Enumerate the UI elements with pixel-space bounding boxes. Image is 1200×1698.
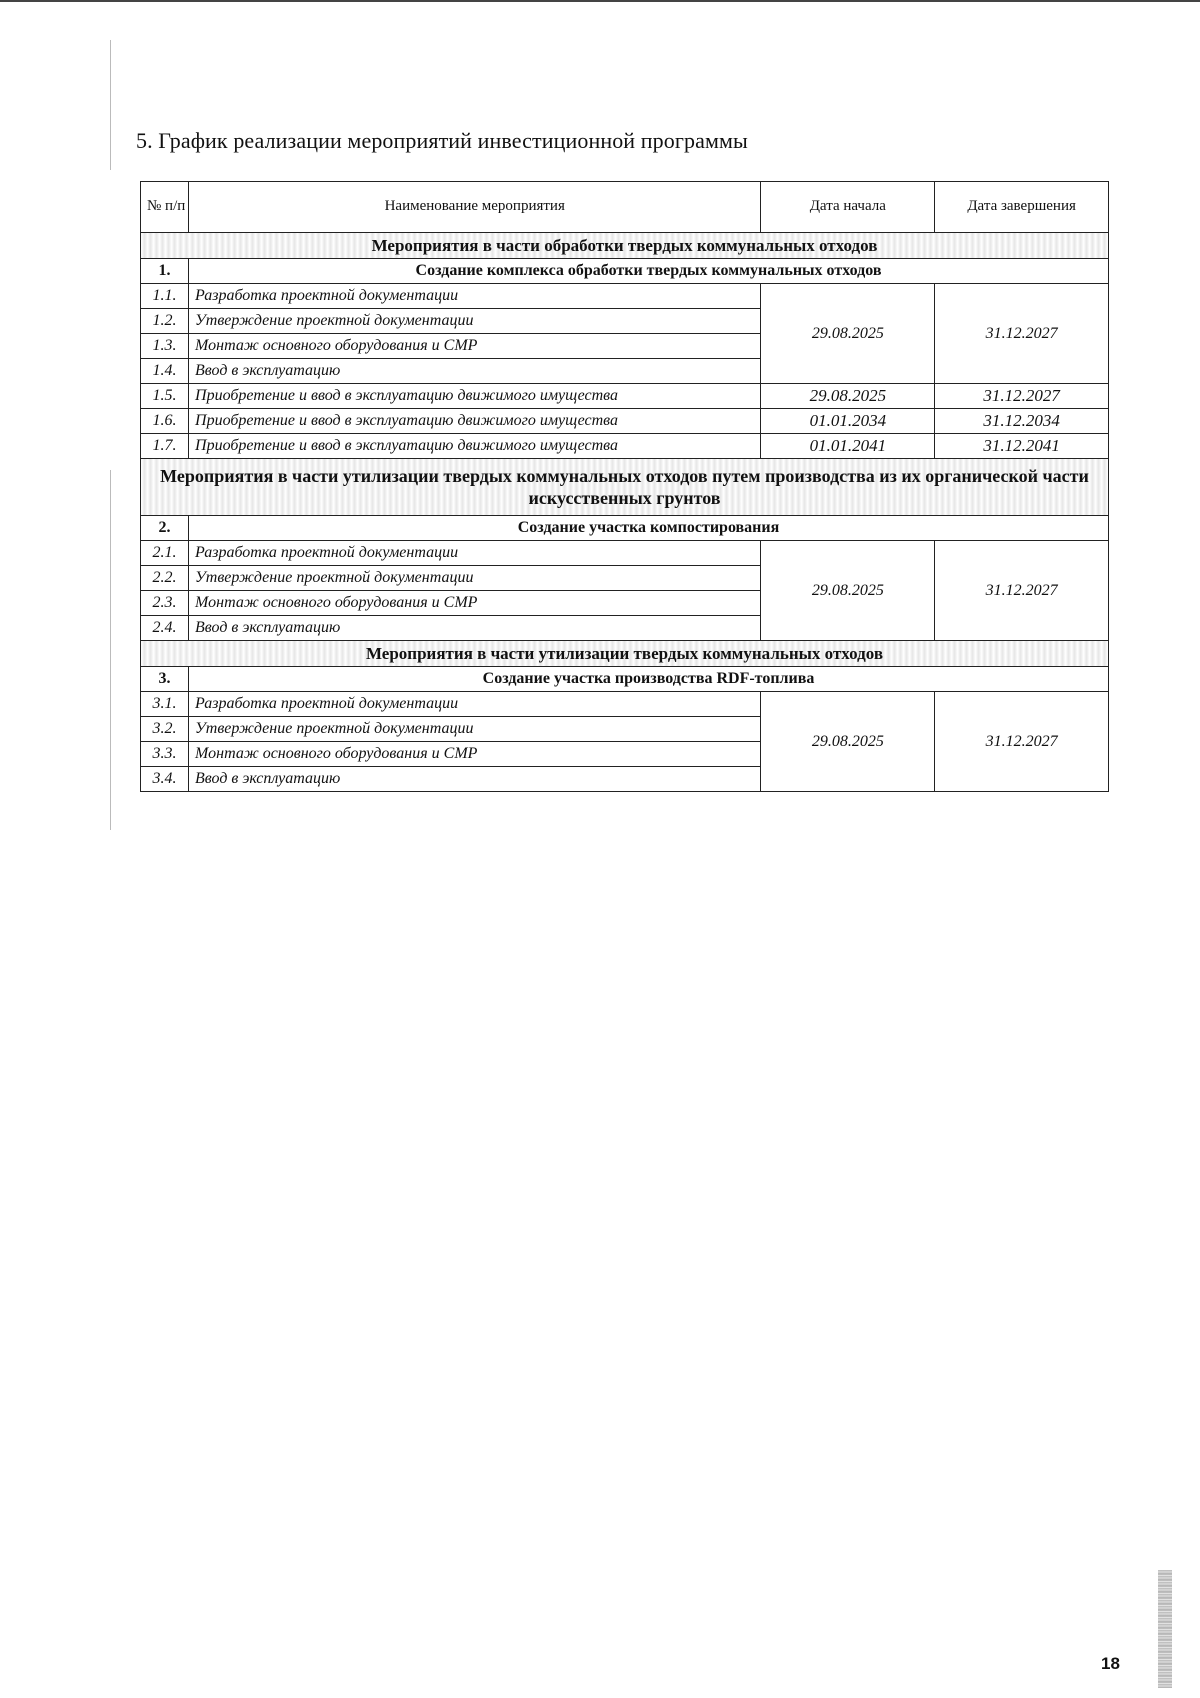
start-date: 29.08.2025 [761,692,935,792]
subgroup-num: 1. [141,259,189,284]
table-row [141,434,1109,459]
subgroup-num: 2. [141,516,189,541]
item-name: Приобретение и ввод в эксплуатацию движимого имущества [189,384,761,409]
group-title: Мероприятия в части утилизации твердых коммунальных отходов путем производства из их органической части искусственных грунтов [141,459,1109,516]
item-name: Утверждение проектной документации [189,566,761,591]
scan-margin-line [110,40,111,170]
item-name: Ввод в эксплуатацию [189,767,761,792]
item-num: 1.2. [141,309,189,334]
scan-top-edge [0,0,1200,2]
table-row [141,409,1109,434]
header-start: Дата начала [761,182,935,233]
group-row [141,641,1109,667]
item-num: 3.2. [141,717,189,742]
table-row [141,692,1109,717]
item-name: Ввод в эксплуатацию [189,616,761,641]
item-num: 1.7. [141,434,189,459]
item-num: 1.3. [141,334,189,359]
item-name: Монтаж основного оборудования и СМР [189,334,761,359]
scan-noise-mark [1158,1570,1172,1688]
item-num: 1.1. [141,284,189,309]
header-end: Дата завершения [935,182,1109,233]
table-row [141,384,1109,409]
item-name: Приобретение и ввод в эксплуатацию движимого имущества [189,434,761,459]
section-title: 5. График реализации мероприятий инвестиционной программы [136,128,748,153]
item-num: 2.1. [141,541,189,566]
item-name: Утверждение проектной документации [189,309,761,334]
start-date: 29.08.2025 [761,284,935,384]
item-num: 2.3. [141,591,189,616]
item-num: 2.4. [141,616,189,641]
start-date: 29.08.2025 [761,384,935,409]
item-name: Ввод в эксплуатацию [189,359,761,384]
table-row [141,284,1109,309]
item-name: Приобретение и ввод в эксплуатацию движимого имущества [189,409,761,434]
item-num: 1.4. [141,359,189,384]
item-name: Монтаж основного оборудования и СМР [189,591,761,616]
scan-margin-line [110,470,111,830]
item-num: 1.6. [141,409,189,434]
subgroup-row [141,516,1109,541]
subgroup-num: 3. [141,667,189,692]
subgroup-row [141,259,1109,284]
item-num: 1.5. [141,384,189,409]
item-num: 3.3. [141,742,189,767]
item-name: Разработка проектной документации [189,284,761,309]
table-row [141,541,1109,566]
item-name: Разработка проектной документации [189,692,761,717]
end-date: 31.12.2027 [935,541,1109,641]
group-row [141,459,1109,516]
group-title: Мероприятия в части обработки твердых коммунальных отходов [141,233,1109,259]
header-num: № п/п [141,182,189,233]
start-date: 29.08.2025 [761,541,935,641]
subgroup-title: Создание участка компостирования [189,516,1109,541]
table-header-row [141,182,1109,233]
group-row [141,233,1109,259]
header-name: Наименование мероприятия [189,182,761,233]
subgroup-title: Создание комплекса обработки твердых коммунальных отходов [189,259,1109,284]
subgroup-title: Создание участка производства RDF-топлива [189,667,1109,692]
end-date: 31.12.2027 [935,384,1109,409]
item-name: Монтаж основного оборудования и СМР [189,742,761,767]
item-name: Утверждение проектной документации [189,717,761,742]
item-name: Разработка проектной документации [189,541,761,566]
end-date: 31.12.2034 [935,409,1109,434]
item-num: 2.2. [141,566,189,591]
group-title: Мероприятия в части утилизации твердых коммунальных отходов [141,641,1109,667]
item-num: 3.1. [141,692,189,717]
page-number: 18 [1101,1654,1120,1673]
schedule-table [140,181,1109,792]
item-num: 3.4. [141,767,189,792]
end-date: 31.12.2041 [935,434,1109,459]
start-date: 01.01.2041 [761,434,935,459]
end-date: 31.12.2027 [935,284,1109,384]
subgroup-row [141,667,1109,692]
start-date: 01.01.2034 [761,409,935,434]
end-date: 31.12.2027 [935,692,1109,792]
